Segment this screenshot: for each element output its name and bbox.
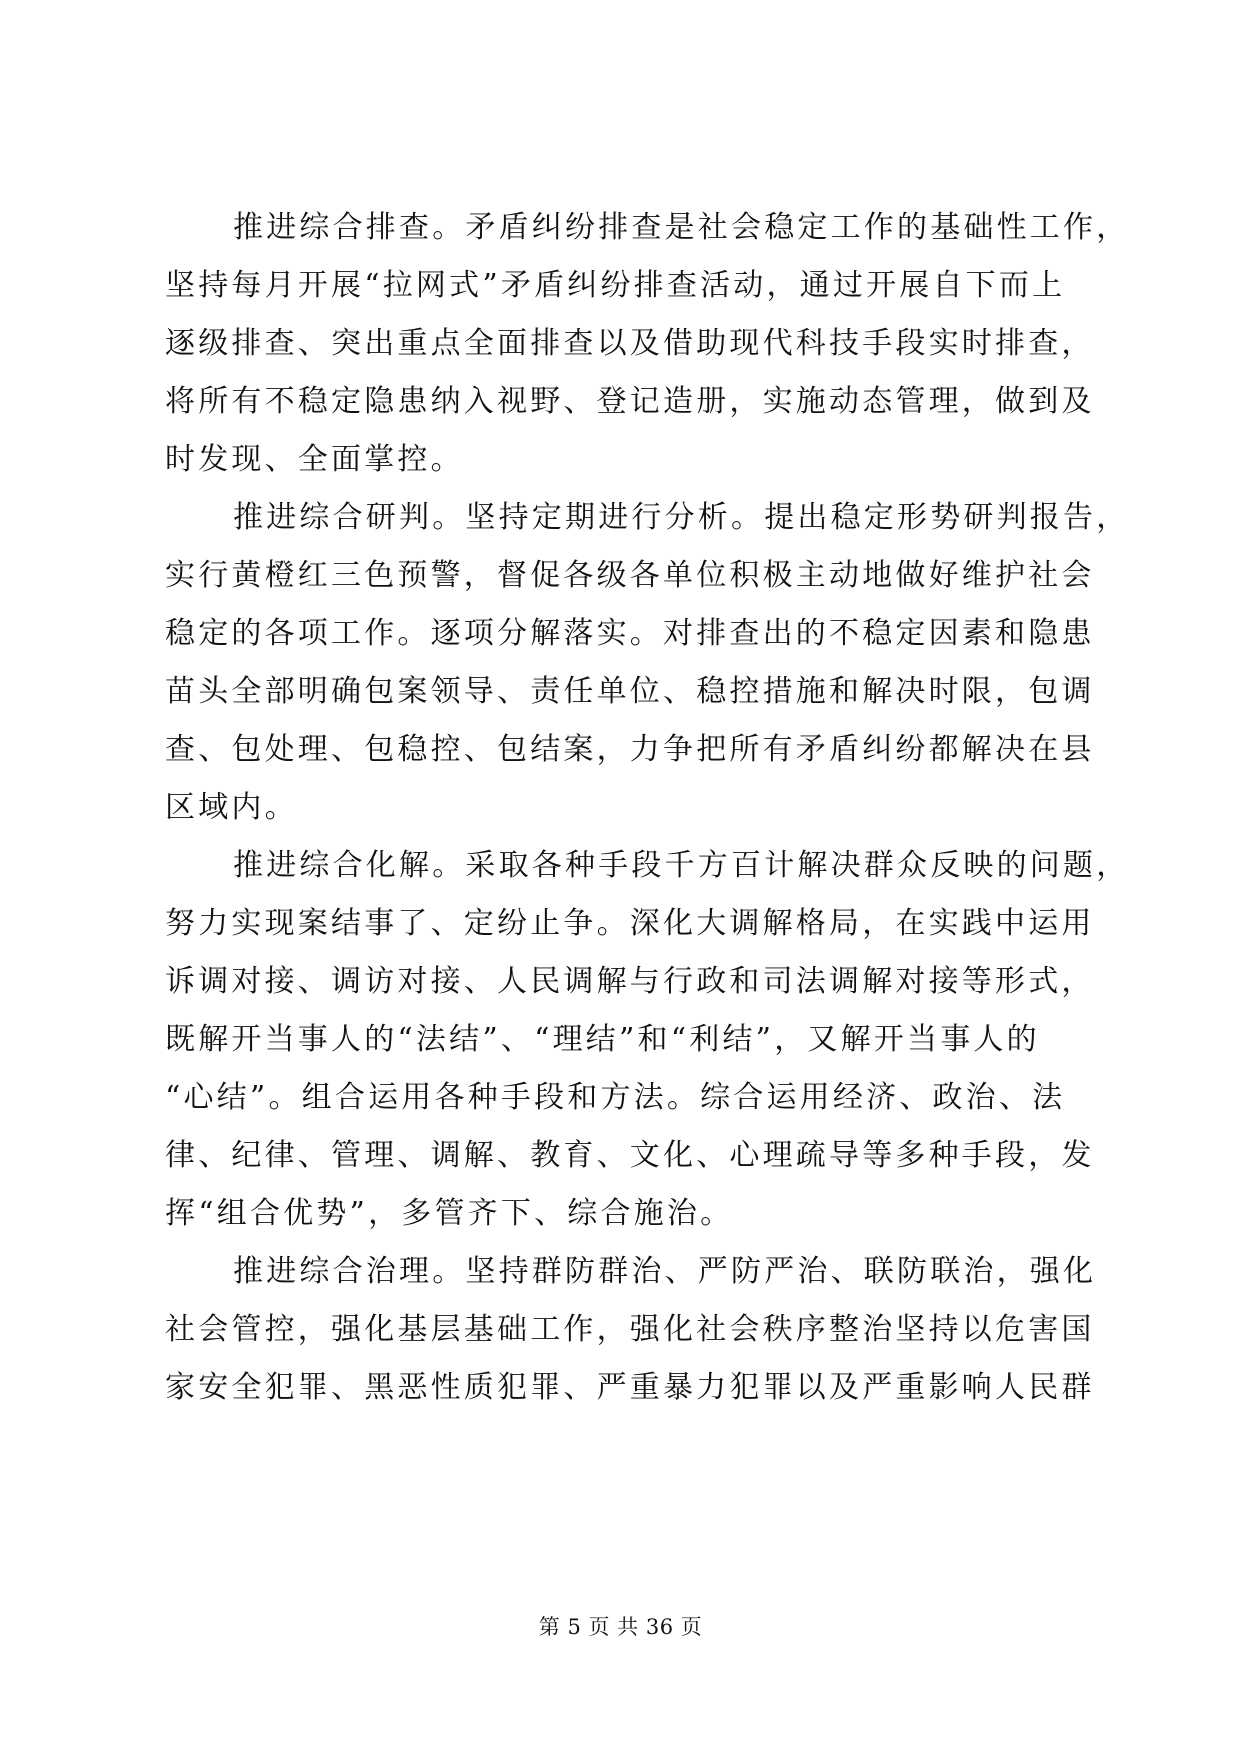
text-line: 努力实现案结事了、定纷止争。深化大调解格局，在实践中运用	[165, 906, 1095, 941]
text-line: 时发现、全面掌控。	[165, 442, 464, 477]
page-number-footer: 第 5 页 共 36 页	[538, 1615, 703, 1639]
text-line: 家安全犯罪、黑恶性质犯罪、严重暴力犯罪以及严重影响人民群	[165, 1370, 1095, 1405]
text-line: 区域内。	[165, 790, 298, 825]
text-line: 逐级排查、突出重点全面排查以及借助现代科技手段实时排查，	[165, 326, 1095, 361]
text-line: 律、纪律、管理、调解、教育、文化、心理疏导等多种手段，发	[165, 1138, 1095, 1173]
text-line: 苗头全部明确包案领导、责任单位、稳控措施和解决时限，包调	[165, 674, 1095, 709]
text-line: 推进综合排查。矛盾纠纷排查是社会稳定工作的基础性工作，	[233, 210, 1130, 245]
text-line: 社会管控，强化基层基础工作，强化社会秩序整治坚持以危害国	[165, 1312, 1095, 1347]
text-line: 将所有不稳定隐患纳入视野、登记造册，实施动态管理，做到及	[165, 384, 1095, 419]
text-line: 推进综合研判。坚持定期进行分析。提出稳定形势研判报告，	[233, 500, 1130, 535]
text-line: 推进综合化解。采取各种手段千方百计解决群众反映的问题，	[233, 848, 1130, 883]
text-line: 既解开当事人的“法结”、“理结”和“利结”，又解开当事人的	[165, 1022, 1040, 1057]
text-line: 坚持每月开展“拉网式”矛盾纠纷排查活动，通过开展自下而上	[165, 268, 1066, 303]
text-line: 挥“组合优势”，多管齐下、综合施治。	[165, 1196, 734, 1231]
text-line: 诉调对接、调访对接、人民调解与行政和司法调解对接等形式，	[165, 964, 1095, 999]
text-line: 实行黄橙红三色预警，督促各级各单位积极主动地做好维护社会	[165, 558, 1095, 593]
text-line: 稳定的各项工作。逐项分解落实。对排查出的不稳定因素和隐患	[165, 616, 1095, 651]
text-line: “心结”。组合运用各种手段和方法。综合运用经济、政治、法	[165, 1080, 1066, 1115]
text-line: 查、包处理、包稳控、包结案，力争把所有矛盾纠纷都解决在县	[165, 732, 1095, 767]
text-line: 推进综合治理。坚持群防群治、严防严治、联防联治，强化	[233, 1254, 1097, 1289]
